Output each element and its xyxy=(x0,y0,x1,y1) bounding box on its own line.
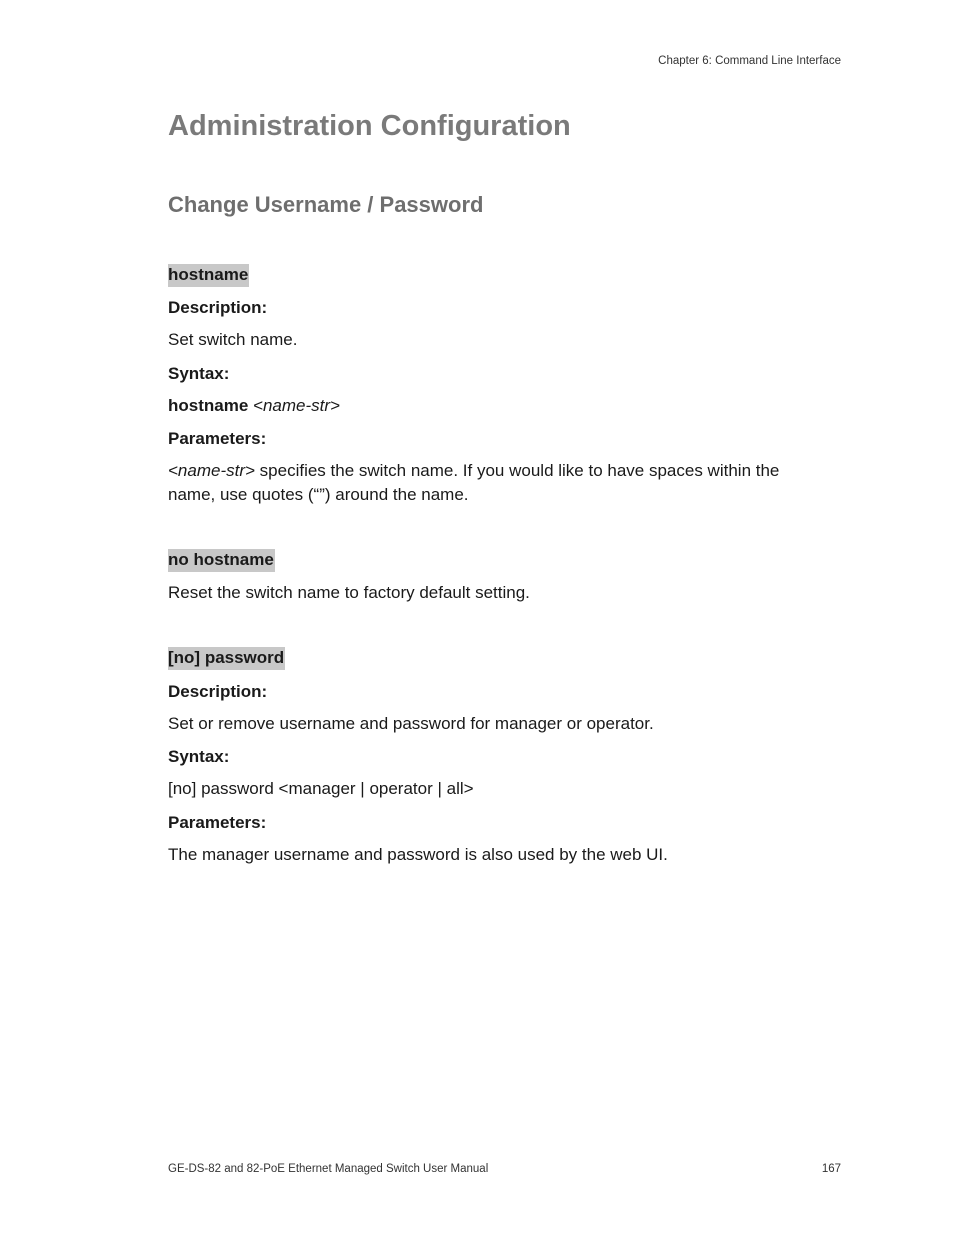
syntax-command: hostname xyxy=(168,396,249,415)
footer-manual-title: GE-DS-82 and 82-PoE Ethernet Managed Switch User Manual xyxy=(168,1163,489,1175)
parameters-label: Parameters: xyxy=(168,813,267,832)
parameters-line-1 xyxy=(168,459,848,483)
section-title: Change Username / Password xyxy=(168,192,484,217)
command-heading-password xyxy=(168,647,848,670)
syntax-label: Syntax: xyxy=(168,747,230,766)
parameters-line-2: name, use quotes (“”) around the name. xyxy=(168,485,469,504)
parameters-label: Parameters: xyxy=(168,429,267,448)
syntax-line xyxy=(168,394,848,418)
syntax-line: [no] password <manager | operator | all> xyxy=(168,779,474,798)
parameters-text xyxy=(168,459,848,507)
description-text: Set switch name. xyxy=(168,330,298,349)
footer-page-number: 167 xyxy=(821,1163,841,1175)
parameter-name: <name-str> xyxy=(168,461,255,480)
command-name: [no] password xyxy=(168,647,285,670)
syntax-parameter: <name-str> xyxy=(253,396,340,415)
parameter-description: specifies the switch name. If you would like to have spaces within the xyxy=(254,461,780,480)
command-heading-hostname xyxy=(168,264,848,287)
command-name: no hostname xyxy=(168,549,275,572)
command-heading-no-hostname xyxy=(168,549,848,572)
description-text: Reset the switch name to factory default setting. xyxy=(168,583,530,602)
syntax-label: Syntax: xyxy=(168,364,230,383)
description-label: Description: xyxy=(168,682,268,701)
page-title: Administration Configuration xyxy=(168,110,571,142)
description-label: Description: xyxy=(168,298,268,317)
description-text: Set or remove username and password for manager or operator. xyxy=(168,714,654,733)
command-name: hostname xyxy=(168,264,249,287)
running-header: Chapter 6: Command Line Interface xyxy=(658,55,841,67)
parameters-text: The manager username and password is also used by the web UI. xyxy=(168,845,668,864)
